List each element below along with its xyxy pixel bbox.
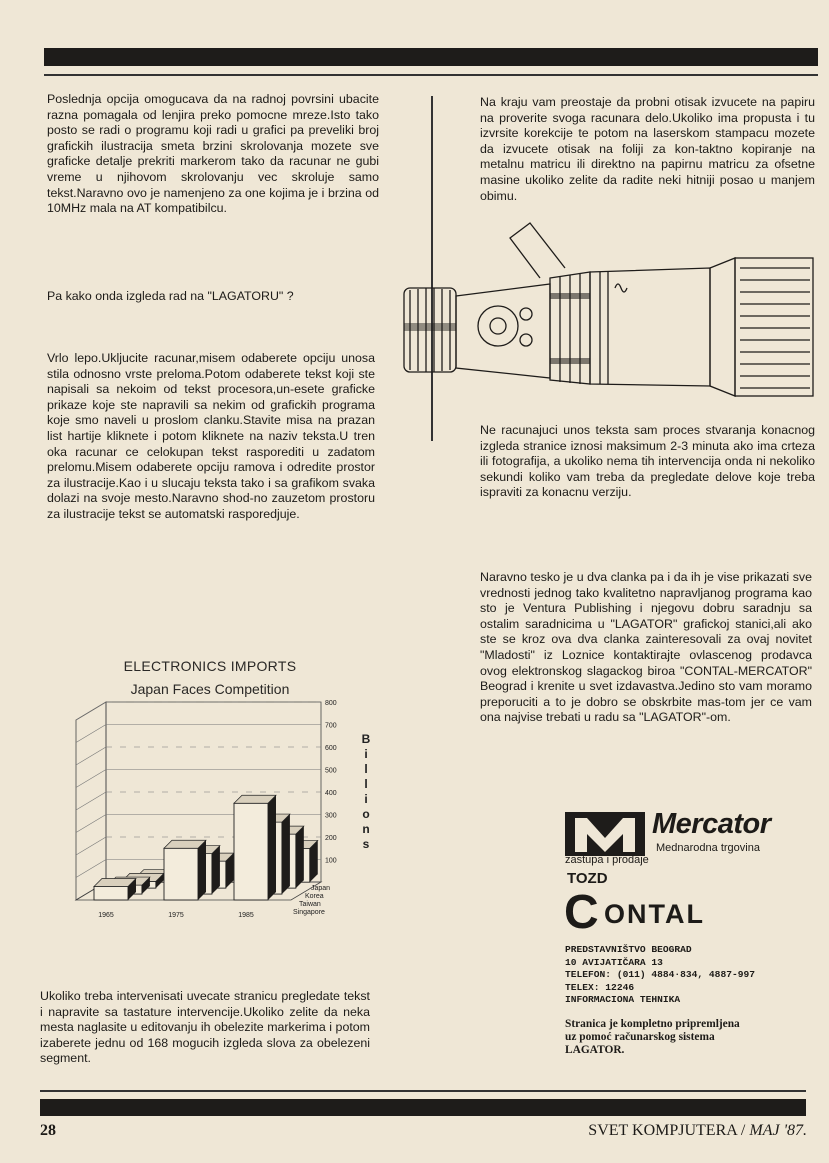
mercator-logo-icon <box>565 812 645 856</box>
magazine-name: SVET KOMPJUTERA <box>588 1122 737 1139</box>
contal-logo <box>564 886 774 939</box>
chart-bar-japan-1965 <box>94 887 128 901</box>
note-line: uz pomoć računarskog sistema <box>565 1031 715 1043</box>
chart-series-label: Korea <box>305 893 324 900</box>
chart-ylabel-letter: l <box>364 762 368 776</box>
lagator-note <box>565 1018 740 1057</box>
left-paragraph-2: Vrlo lepo.Ukljucite racunar,misem odaberete opciju unosa stila odnosno vrste preloma.Potom odaberete tekst koji ste napisali sa nekoim od tekst procesora,un-esete graficke prikaze koje ste napravili sa nekim od grafickih programa koje smo naveli u proslom clanku.Stavite misa na prazan list hartije kliknete i potom kliknete na naziv teksta.U tren oka racunar ce celokupan tekst rasporediti u zadatom prelomu.Misem odaberete opciju ramova i odredite prostor za ilustracije.Kao i u slucaju teksta tako i sa grafikom svaka dolazi na svoje mesto.Naravno shod-no zauzetom prostoru za ilustracije tekst se automatski rasporedjuje. <box>47 351 375 521</box>
chart-gridline-side <box>76 702 106 720</box>
chart-ylabel-letter: B <box>361 732 371 746</box>
chart-series-label: Taiwan <box>299 901 321 908</box>
mercator-subtitle: Mednarodna trgovina <box>656 842 760 854</box>
left-question: Pa kako onda izgleda rad na "LAGATORU" ? <box>47 289 294 303</box>
chart-xtick-label: 1975 <box>168 912 184 919</box>
chart-gridline-side <box>76 837 106 855</box>
chart-gridline-side <box>76 860 106 878</box>
chart-ytick-label: 200 <box>325 835 337 842</box>
chart-bar-side <box>296 826 304 888</box>
contal-address <box>565 944 755 1007</box>
chart-gridline-side <box>76 815 106 833</box>
chart-gridline-side <box>76 747 106 765</box>
address-line: TELEX: 12246 <box>565 981 635 993</box>
chart-ytick-label: 700 <box>325 722 337 730</box>
footer-slash: / <box>740 1122 750 1139</box>
chart-ylabel-letter: n <box>362 822 370 836</box>
chart-ytick-label: 800 <box>325 700 337 707</box>
contal-rest: ONTAL <box>604 899 705 929</box>
chart-bar-japan-1975 <box>164 848 198 900</box>
zastupa-text: zastupa i prodaje <box>565 854 649 866</box>
note-line: Stranica je kompletno pripremljena <box>565 1018 740 1030</box>
chart-xtick-label: 1985 <box>238 912 254 919</box>
chart-gridline-side <box>76 792 106 810</box>
chart-title: ELECTRONICS IMPORTS <box>123 658 297 674</box>
address-line: PREDSTAVNIŠTVO BEOGRAD <box>565 944 692 955</box>
top-black-bar <box>44 48 818 66</box>
chart-ytick-label: 500 <box>325 767 337 775</box>
contal-c-letter: C <box>564 886 599 939</box>
magazine-issue: MAJ '87. <box>749 1122 807 1139</box>
bottom-thin-rule <box>40 1090 806 1092</box>
mercator-ad <box>562 808 812 1068</box>
right-paragraph-3: Naravno tesko je u dva clanka pa i da ih je vise prikazati sve vrednosti jednog tako kvalitetno napravljanog programa kao sto je Ventura Publishing i njegovu dobru saradnju sa ostalim saradnicima u "LAGATOR" grafickoj stanici,ali ako ste se kroz ova dva clanka zainteresovali za ovaj novitet "Mladosti" iz Loznice kontaktirajte ovlascenog prodavca ovog elektronskog slagackog biroa "CONTAL-MERCATOR" Beograd i krenite u svet izdavastva.Jedino sto vam moramo preporuciti a to je dobro se obskrbite mas-tom jer ce vam ona najvise trebati u radu sa "LAGATOR"-om. <box>480 570 812 725</box>
magazine-footer <box>588 1122 807 1140</box>
chart-bar-side <box>268 795 276 900</box>
chart-series-label: Japan <box>311 885 331 892</box>
chart-ytick-label: 300 <box>325 812 337 820</box>
chart-bar-japan-1985 <box>234 803 268 900</box>
address-line: 10 AVIJATIČARA 13 <box>565 956 663 968</box>
note-line: LAGATOR. <box>565 1044 625 1056</box>
chart-subtitle: Japan Faces Competition <box>130 681 290 697</box>
chart-ylabel-letter: s <box>362 837 370 851</box>
top-thin-rule <box>44 74 818 76</box>
chart-ylabel-letter: i <box>364 747 368 761</box>
chart-ylabel-letter: o <box>362 807 370 821</box>
address-line: TELEFON: (011) 4884·834, 4887-997 <box>565 969 755 981</box>
chart-ylabel-letter: i <box>364 792 368 806</box>
chart-ylabel-letter: l <box>364 777 368 791</box>
chart-gridline-side <box>76 770 106 788</box>
chart-gridline-side <box>76 725 106 743</box>
electronics-imports-chart <box>36 700 376 935</box>
left-paragraph-3: Ukoliko treba intervenisati uvecate stranicu pregledate tekst i napravite sa tastature intervencije.Ukoliko zelite da neka mesta naglasite u editovanju ih obelezite markerima i potom izaberete jednu od 168 mogucih izgleda slova za obelezeni segment. <box>40 989 370 1066</box>
right-paragraph-2: Ne racunajuci unos teksta sam proces stvaranja konacnog izgleda stranice iznosi maksimum 2-3 minuta ako ima crteza ili fotografija, a ukoliko nema tih intervencija onda ni nekoliko sekundi koliko vam treba da pregledate delove koje treba ispraviti za konacnu verziju. <box>480 423 815 500</box>
right-paragraph-1: Na kraju vam preostaje da probni otisak izvucete na papiru na proverite svoga racunara delo.Ukoliko ima propusta i tu izvrsite korekcije te potom na laserskom stampacu mozete da izvucete otisak na foliji za kon-taktno kopiranje na metalnu matricu ili direktno na papirnu matricu za ofsetne masine ukoliko zelite da radite neki hitniji posao u manjem obimu. <box>480 95 815 203</box>
tozd-text: TOZD <box>567 870 608 887</box>
chart-ytick-label: 100 <box>325 857 337 865</box>
chart-series-label: Singapore <box>293 909 325 916</box>
address-line: INFORMACIONA TEHNIKA <box>565 994 681 1006</box>
page-number: 28 <box>40 1122 56 1139</box>
chart-ytick-label: 400 <box>325 790 337 797</box>
chart-xtick-label: 1965 <box>98 912 114 919</box>
left-paragraph-1: Poslednja opcija omogucava da na radnoj povrsini ubacite razna pomagala od lenjira preko pomocne mreze.Isto tako posto se radi o programu koji radi u grafici pa preveliki broj grafickih ilustracija smeta brzini skrolovanja mozete sve graficke detalje prekriti markerom tako da racunar ne gubi vreme u njihovom skrolovanju vec skroluje samo tekst.Naravno ovo je namenjeno za one kojima je i brzina od 10MHz mala na AT kompatibilcu. <box>47 92 379 216</box>
device-illustration <box>400 218 818 388</box>
chart-ytick-label: 600 <box>325 745 337 752</box>
mercator-name: Mercator <box>652 808 771 840</box>
bottom-black-bar <box>40 1099 806 1116</box>
chart-bar-side <box>282 814 290 894</box>
chart-bar-side <box>198 840 206 900</box>
